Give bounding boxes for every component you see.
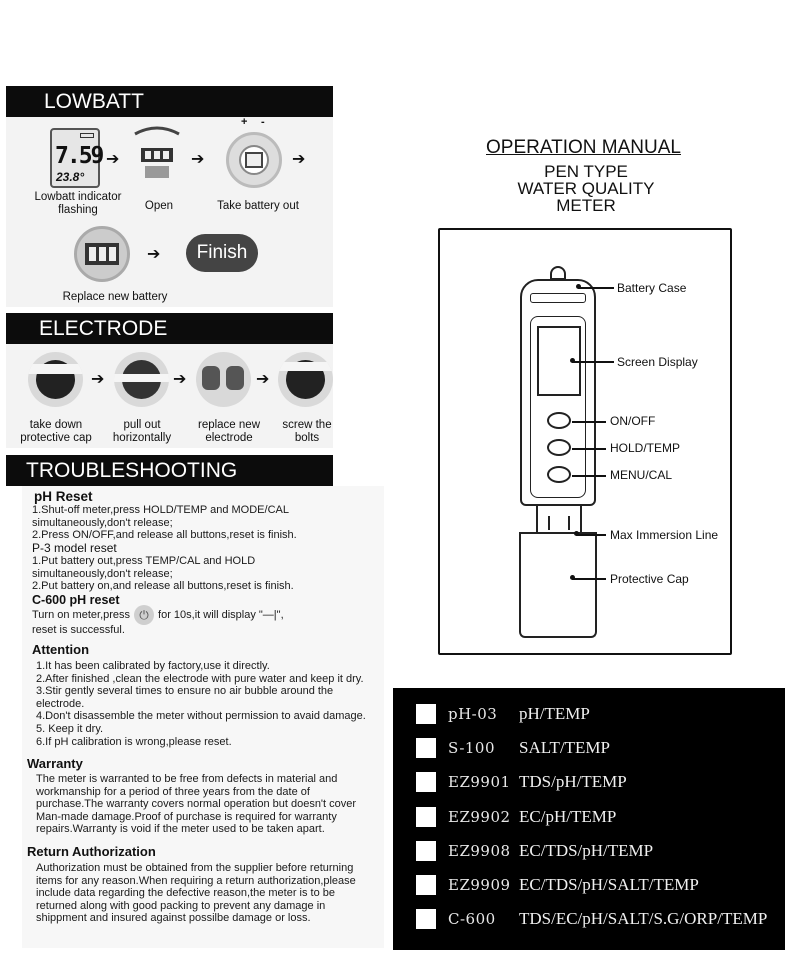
pen-hold-temp-button <box>547 439 571 456</box>
attention-heading: Attention <box>32 642 90 657</box>
warranty-line: Man-made damage.Proof of purchase is required for warranty <box>36 810 337 823</box>
ph-reset-line: 2.Press ON/OFF,and release all buttons,reset is finish. <box>32 529 297 542</box>
model-row[interactable] <box>393 805 785 829</box>
label-on-off: ON/OFF <box>610 414 656 428</box>
warranty-line: purchase.The warranty covers normal operation but doesn't cover <box>36 798 357 811</box>
ph-reset-line: 1.Shut-off meter,press HOLD/TEMP and MODE/CAL <box>32 504 289 516</box>
warranty-line: The meter is warranted to be free from defects in material and <box>36 773 338 785</box>
ph-reset-line: simultaneously,don't release; <box>32 516 173 529</box>
arrow-right-icon: ➔ <box>173 371 187 388</box>
arrow-right-icon: ➔ <box>292 151 306 168</box>
return-line: Authorization must be obtained from the supplier before returning <box>36 862 354 874</box>
pen-electrode-neck <box>536 505 582 534</box>
attention-line: electrode. <box>36 697 85 710</box>
warranty-line: repairs.Warranty is void if the meter used to be taken apart. <box>36 823 325 836</box>
model-function: SALT/TEMP <box>519 738 611 757</box>
manual-subtitle-line: WATER QUALITY <box>517 179 655 198</box>
label-protective-cap: Protective Cap <box>610 572 689 586</box>
ph-reset-heading: pH Reset <box>34 489 93 504</box>
label-hold-temp: HOLD/TEMP <box>610 441 681 455</box>
leader-line <box>576 534 606 536</box>
attention-line: 6.If pH calibration is wrong,please reset. <box>36 735 232 748</box>
model-checkbox[interactable] <box>416 909 436 929</box>
model-function: TDS/EC/pH/SALT/S.G/ORP/TEMP <box>519 909 768 928</box>
attention-line: 5. Keep it dry. <box>36 722 104 735</box>
model-function: pH/TEMP <box>519 704 590 723</box>
troubleshooting-title: TROUBLESHOOTING <box>26 459 238 482</box>
c600-reset-text <box>32 605 284 625</box>
battery-out-icon <box>226 132 282 188</box>
warranty-heading: Warranty <box>27 756 83 771</box>
model-code: EZ9902 <box>448 808 511 826</box>
step-caption-lowbatt: Lowbatt indicator flashing <box>34 191 122 216</box>
electrode-screw-icon <box>278 352 333 407</box>
warranty-text <box>36 773 356 836</box>
p3-reset-line: 1.Put battery out,press TEMP/CAL and HOLD <box>32 555 256 567</box>
step-caption-open: Open <box>144 200 174 212</box>
c600-reset-line: for 10s,it will display "—|", <box>158 609 284 621</box>
model-function: TDS/pH/TEMP <box>519 772 627 791</box>
pen-top-loop <box>550 266 566 280</box>
model-function: EC/pH/TEMP <box>519 807 617 826</box>
leader-line <box>572 421 606 423</box>
return-line: include data regarding the defective reason,the meter is to be <box>36 887 336 900</box>
electrode-replace-icon <box>196 352 251 407</box>
label-battery-case: Battery Case <box>617 281 687 295</box>
leader-line <box>572 361 614 363</box>
c600-reset-heading: C-600 pH reset <box>32 593 120 607</box>
model-checkbox[interactable] <box>416 841 436 861</box>
pen-menu-cal-button <box>547 466 571 483</box>
attention-line: 1.It has been calibrated by factory,use it directly. <box>36 660 270 672</box>
power-icon: ⏻ <box>134 605 154 625</box>
model-row[interactable] <box>393 873 785 897</box>
lcd-temp-value: 23.8° <box>56 170 85 184</box>
return-line: returned along with good packing to prevent any damage in <box>36 899 326 912</box>
step-caption-replace-electrode: replace new electrode <box>197 419 260 444</box>
return-line: shippment and insured against possilbe damage or loss. <box>36 912 311 925</box>
model-row[interactable] <box>393 702 785 726</box>
step-caption-replace-battery: Replace new battery <box>62 291 168 303</box>
model-code: EZ9909 <box>448 876 511 894</box>
step-caption-take-cap: take down protective cap <box>20 419 92 444</box>
electrode-banner <box>6 313 333 344</box>
step-caption-take-battery: Take battery out <box>217 200 299 212</box>
pen-neck-mark <box>548 516 550 530</box>
step-caption-pull-out: pull out horizontally <box>112 419 172 444</box>
arrow-right-icon: ➔ <box>106 151 120 168</box>
model-list-panel <box>393 688 785 950</box>
pen-on-off-button <box>547 412 571 429</box>
manual-title: OPERATION MANUAL <box>486 137 681 158</box>
battery-replace-icon <box>74 226 130 282</box>
lowbatt-banner <box>6 86 333 117</box>
model-code: EZ9908 <box>448 842 511 860</box>
model-checkbox[interactable] <box>416 875 436 895</box>
step-caption-screw-bolts: screw the bolts <box>282 419 332 444</box>
return-authorization-text <box>36 862 356 925</box>
model-function: EC/TDS/pH/SALT/TEMP <box>519 875 699 894</box>
model-code: pH-03 <box>448 705 498 723</box>
attention-text <box>36 660 366 748</box>
leader-line <box>578 287 614 289</box>
model-row[interactable] <box>393 907 785 931</box>
arrow-right-icon: ➔ <box>147 246 161 263</box>
model-checkbox[interactable] <box>416 807 436 827</box>
model-row[interactable] <box>393 736 785 760</box>
leader-line <box>572 448 606 450</box>
return-authorization-heading: Return Authorization <box>27 844 156 859</box>
model-code: EZ9901 <box>448 773 511 791</box>
electrode-cap-icon <box>28 352 83 407</box>
model-checkbox[interactable] <box>416 772 436 792</box>
p3-reset-heading: P-3 model reset <box>32 541 117 555</box>
p3-reset-line: 2.Put battery on,and release all buttons,reset is finish. <box>32 580 294 593</box>
c600-reset-line: Turn on meter,press <box>32 609 131 621</box>
attention-line: 3.Stir gently several times to ensure no air bubble around the <box>36 685 334 698</box>
battery-minus-sign: - <box>261 116 265 128</box>
arrow-right-icon: ➔ <box>256 371 270 388</box>
label-menu-cal: MENU/CAL <box>610 468 673 482</box>
model-row[interactable] <box>393 770 785 794</box>
attention-line: 4.Don't disassemble the meter without permission to avaid damage. <box>36 710 366 723</box>
pen-neck-mark <box>568 516 570 530</box>
model-row[interactable] <box>393 839 785 863</box>
warranty-line: workmanship for a period of three years from the date of <box>36 785 310 798</box>
pen-battery-band <box>530 293 586 303</box>
lowbatt-title: LOWBATT <box>44 90 144 113</box>
pen-protective-cap <box>519 534 597 638</box>
c600-reset-line: reset is successful. <box>32 624 125 636</box>
leader-line <box>572 578 606 580</box>
p3-reset-line: simultaneously,don't release; <box>32 567 173 580</box>
arrow-right-icon: ➔ <box>191 151 205 168</box>
ph-reset-text <box>32 504 297 542</box>
label-screen-display: Screen Display <box>617 355 698 369</box>
leader-line <box>572 475 606 477</box>
model-checkbox[interactable] <box>416 738 436 758</box>
lcd-display-icon <box>50 128 103 188</box>
label-max-immersion: Max Immersion Line <box>610 528 719 542</box>
model-code: S-100 <box>448 739 496 757</box>
arrow-right-icon: ➔ <box>91 371 105 388</box>
manual-subtitle-line: METER <box>556 196 616 215</box>
troubleshooting-banner <box>6 455 333 486</box>
model-checkbox[interactable] <box>416 704 436 724</box>
electrode-title: ELECTRODE <box>39 317 168 340</box>
electrode-pull-icon <box>114 352 169 407</box>
model-function: EC/TDS/pH/TEMP <box>519 841 654 860</box>
model-code: C-600 <box>448 910 496 928</box>
p3-reset-text <box>32 555 294 593</box>
battery-plus-sign: + <box>241 116 248 128</box>
meter-open-icon <box>131 124 183 184</box>
lcd-ph-value: 7.59 <box>55 143 103 169</box>
return-line: items for any reason.When requiring a return authorization,please <box>36 874 356 887</box>
finish-badge: Finish <box>186 234 258 272</box>
attention-line: 2.After finished ,clean the electrode with pure water and keep it dry. <box>36 672 364 685</box>
manual-subtitle-line: PEN TYPE <box>544 162 628 181</box>
